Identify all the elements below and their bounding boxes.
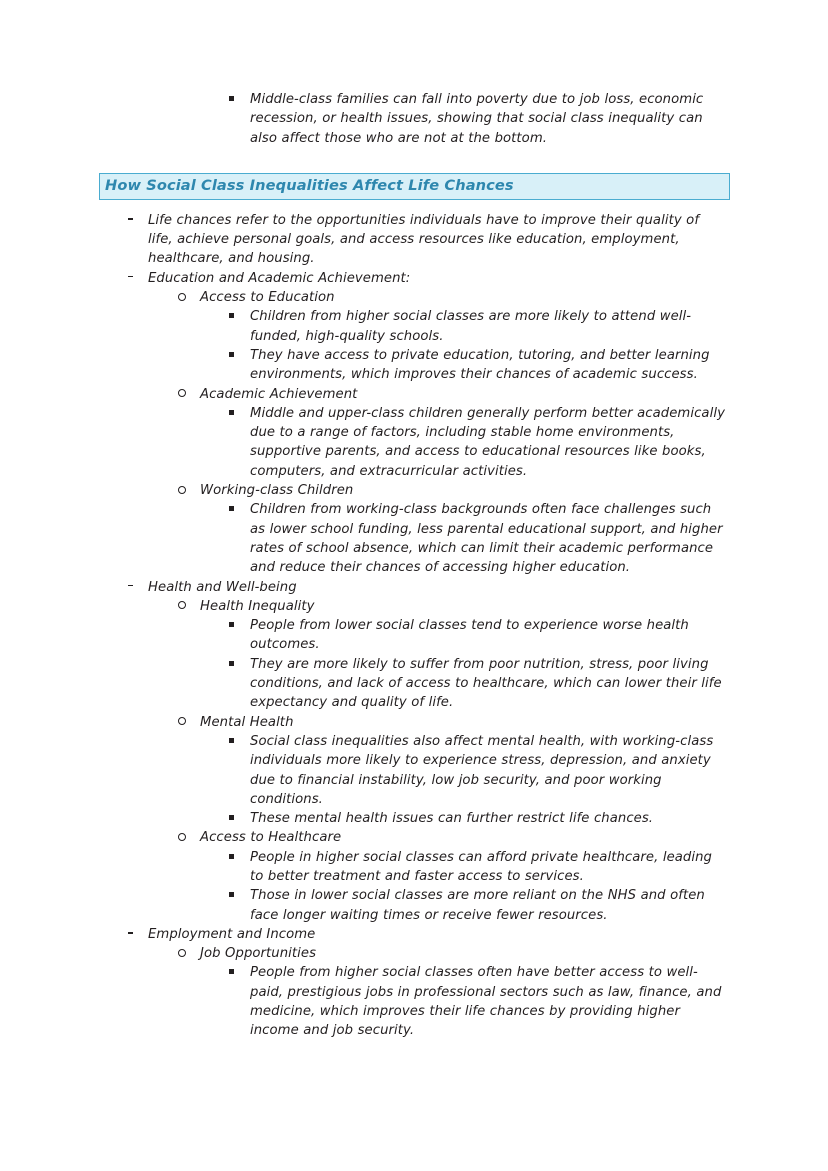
list-item [0, 597, 828, 616]
section-heading-box [99, 173, 730, 200]
subsection-title: Mental Health [200, 714, 294, 730]
square-bullet-icon [229, 848, 234, 868]
list-item [0, 713, 828, 732]
section-title: Education and Academic Achievement: [148, 270, 411, 286]
list-item-label: People from lower social classes tend to experience worse health outcomes. [250, 618, 689, 653]
list-item-label: These mental health issues can further restrict life chances. [250, 811, 654, 827]
subsection-title: Job Opportunities [200, 946, 317, 962]
dash-bullet-icon [128, 578, 133, 597]
subsection-title: Working-class Children [200, 483, 354, 499]
circle-bullet-icon [178, 828, 186, 847]
list-item [0, 578, 828, 597]
list-item-label: They are more likely to suffer from poor nutrition, stress, poor living conditions, and lack of access to healthcare, which can lower their life expectancy and quality of life. [250, 656, 722, 711]
square-bullet-icon [229, 90, 234, 110]
square-bullet-icon [229, 809, 234, 829]
circle-bullet-icon [178, 713, 186, 732]
list-item [0, 500, 828, 577]
list-item-label: People in higher social classes can afford private healthcare, leading to better treatment and faster access to services. [250, 849, 713, 884]
subsection-title: Access to Healthcare [200, 830, 342, 846]
list-item-label: Middle-class families can fall into poverty due to job loss, economic recession, or health issues, showing that social class inequality can also affect those who are not at the bottom. [250, 92, 704, 146]
list-item [0, 211, 828, 269]
list-item [0, 346, 828, 385]
list-item [0, 404, 828, 481]
circle-bullet-icon [178, 944, 186, 963]
list-item-label: Social class inequalities also affect mental health, with working-class individuals more likely to experience stress, depression, and anxiety due to financial instability, low job security, and poor working conditions. [250, 733, 714, 807]
list-item [0, 828, 828, 847]
square-bullet-icon [229, 963, 234, 983]
circle-bullet-icon [178, 597, 186, 616]
list-item [0, 90, 828, 148]
circle-bullet-icon [178, 385, 186, 404]
square-bullet-icon [229, 404, 234, 424]
list-item [0, 944, 828, 963]
list-item-label: Those in lower social classes are more reliant on the NHS and often face longer waiting times or receive fewer resources. [250, 888, 705, 923]
page-title: How Social Class Inequalities Affect Life Chances [105, 177, 514, 195]
square-bullet-icon [229, 886, 234, 906]
section-heading [0, 173, 828, 200]
list-item [0, 481, 828, 500]
subsection-title: Health Inequality [200, 598, 315, 614]
square-bullet-icon [229, 616, 234, 636]
list-item [0, 655, 828, 713]
dash-bullet-icon [128, 925, 133, 944]
square-bullet-icon [229, 732, 234, 752]
list-item [0, 385, 828, 404]
list-item [0, 886, 828, 925]
list-item [0, 288, 828, 307]
document-content [0, 90, 828, 1041]
square-bullet-icon [229, 500, 234, 520]
subsection-title: Access to Education [200, 290, 335, 306]
list-item [0, 616, 828, 655]
list-item-label: Middle and upper-class children generally perform better academically due to a range of factors, including stable home environments, supportive parents, and access to educational resources like books, computers, and extracurricular activities. [250, 405, 725, 479]
list-item [0, 732, 828, 809]
square-bullet-icon [229, 655, 234, 675]
section-title: Health and Well-being [148, 579, 297, 595]
list-item-label: Life chances refer to the opportunities individuals have to improve their quality of life, achieve personal goals, and access resources like education, employment, healthcare, and housing. [148, 212, 700, 267]
dash-bullet-icon [128, 269, 133, 288]
circle-bullet-icon [178, 288, 186, 307]
list-item-label: They have access to private education, tutoring, and better learning environments, which improves their chances of academic success. [250, 347, 710, 383]
circle-bullet-icon [178, 481, 186, 500]
dash-bullet-icon [128, 211, 133, 230]
list-item-label: Children from working-class backgrounds often face challenges such as lower school funding, less parental educational support, and higher rates of school absence, which can limit their academic performance and reduce their chances of accessing higher education. [250, 502, 723, 576]
list-item [0, 848, 828, 887]
list-item-label: People from higher social classes often have better access to well-paid, prestigious jobs in professional sectors such as law, finance, and medicine, which improves their life chances by providing higher income and job security. [250, 965, 722, 1039]
list-item-label: Children from higher social classes are more likely to attend well-funded, high-quality schools. [250, 309, 692, 344]
subsection-title: Academic Achievement [200, 386, 358, 402]
list-item [0, 963, 828, 1040]
square-bullet-icon [229, 307, 234, 327]
square-bullet-icon [229, 346, 234, 366]
section-title: Employment and Income [148, 926, 316, 942]
list-item [0, 809, 828, 828]
list-item [0, 307, 828, 346]
list-item [0, 269, 828, 288]
list-item [0, 925, 828, 944]
